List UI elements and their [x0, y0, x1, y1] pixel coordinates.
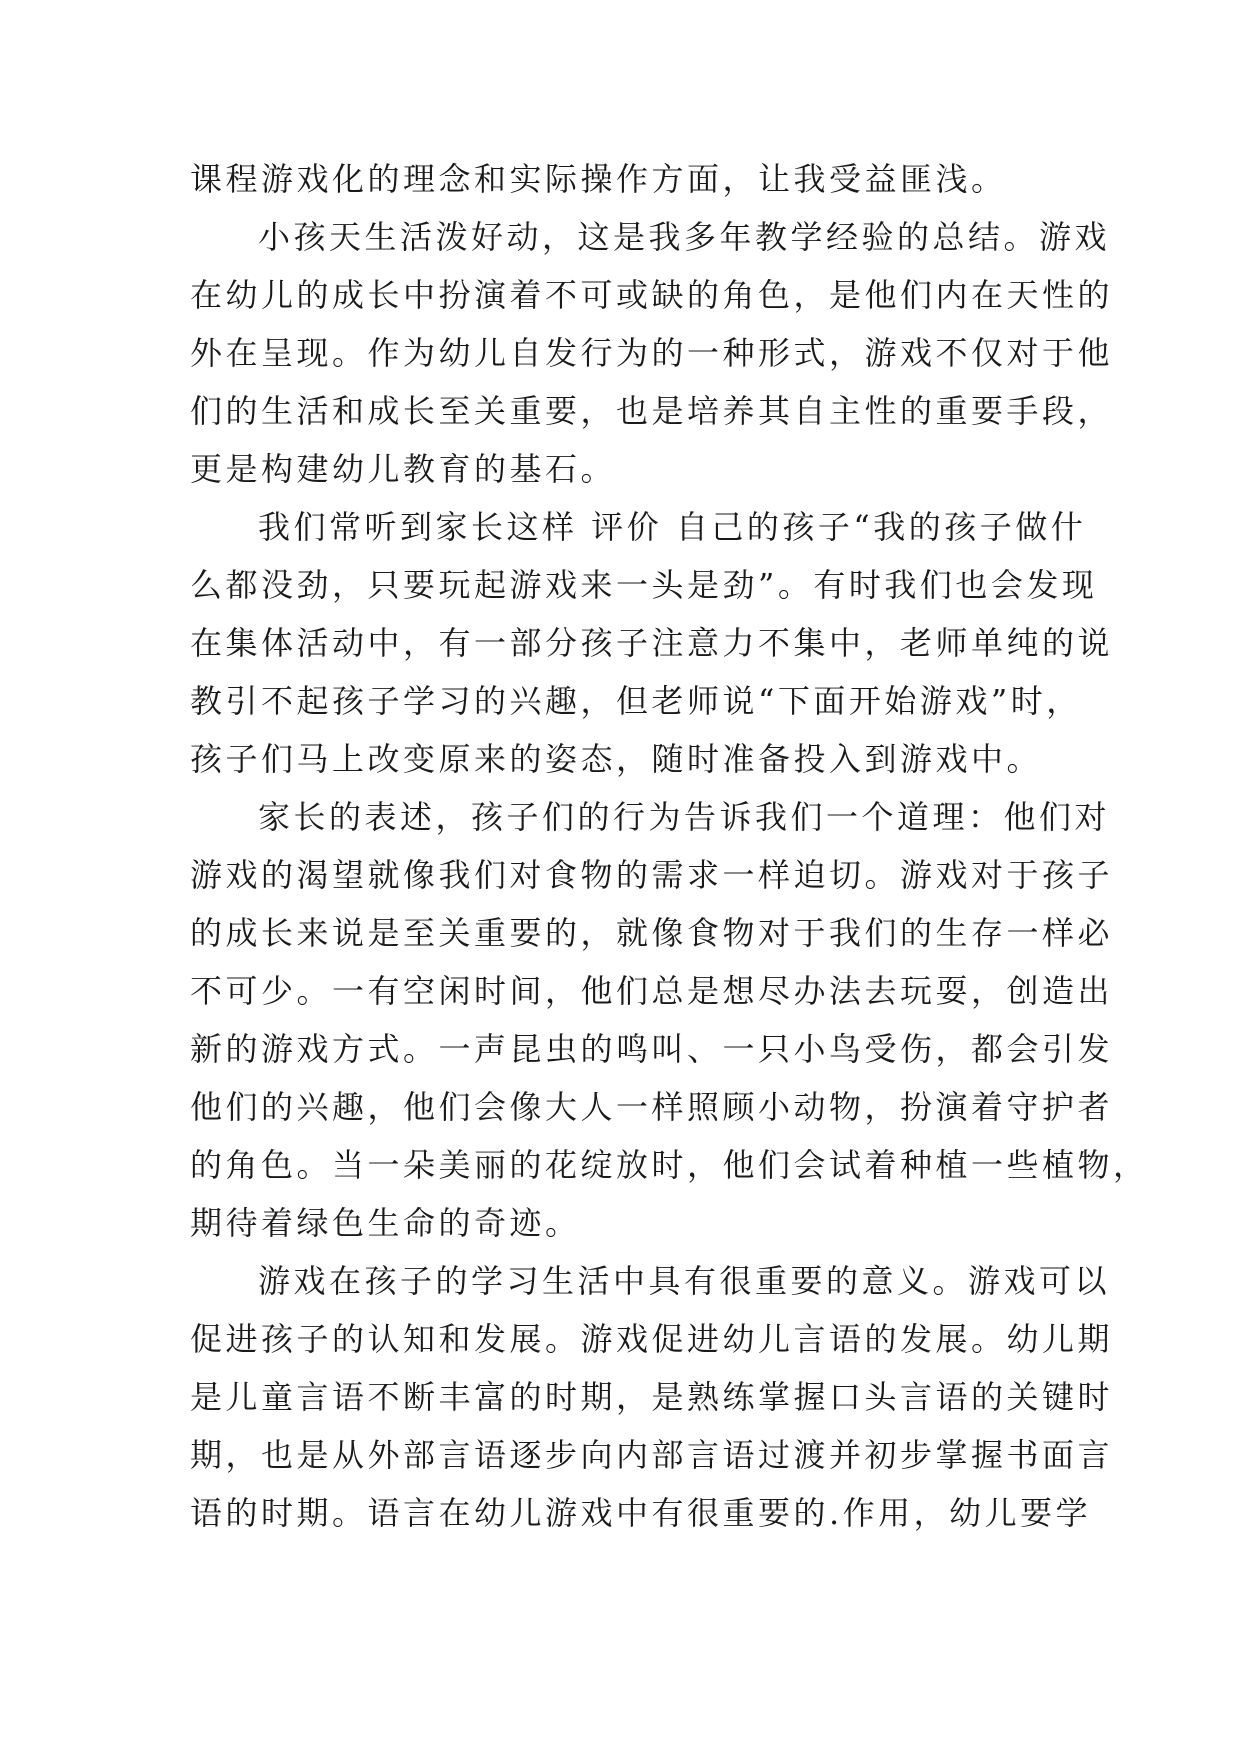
text-line: 孩子们马上改变原来的姿态，随时准备投入到游戏中。 [190, 740, 1043, 778]
text-line: 的成长来说是至关重要的，就像食物对于我们的生存一样必 [190, 914, 1114, 952]
text-line: 么都没劲，只要玩起游戏来一头是劲”。有时我们也会发现 [190, 566, 1098, 604]
text-line: 促进孩子的认知和发展。游戏促进幼儿言语的发展。幼儿期 [190, 1320, 1114, 1358]
text-line: 游戏的渴望就像我们对食物的需求一样迫切。游戏对于孩子 [190, 856, 1114, 894]
text-line: 新的游戏方式。一声昆虫的鸣叫、一只小鸟受伤，都会引发 [190, 1030, 1114, 1068]
text-line: 他们的兴趣，他们会像大人一样照顾小动物，扮演着守护者 [190, 1088, 1114, 1126]
text-line: 不可少。一有空闲时间，他们总是想尽办法去玩耍，创造出 [190, 972, 1114, 1010]
text-line: 在幼儿的成长中扮演着不可或缺的角色，是他们内在天性的 [190, 276, 1114, 314]
text-line: 期，也是从外部言语逐步向内部言语过渡并初步掌握书面言 [190, 1436, 1114, 1474]
text-line: 在集体活动中，有一部分孩子注意力不集中，老师单纯的说 [190, 624, 1114, 662]
text-line: 外在呈现。作为幼儿自发行为的一种形式，游戏不仅对于他 [190, 334, 1114, 372]
text-line: 教引不起孩子学习的兴趣，但老师说“下面开始游戏”时， [190, 682, 1082, 720]
text-line: 的角色。当一朵美丽的花绽放时，他们会试着种植一些植物， [190, 1146, 1149, 1184]
text-line: 语的时期。语言在幼儿游戏中有很重要的.作用，幼儿要学 [190, 1494, 1092, 1532]
text-line: 课程游戏化的理念和实际操作方面，让我受益匪浅。 [190, 160, 1007, 198]
body-text [190, 150, 1149, 1542]
text-line: 小孩天生活泼好动，这是我多年教学经验的总结。游戏 [258, 218, 1111, 256]
text-line: 们的生活和成长至关重要，也是培养其自主性的重要手段， [190, 392, 1114, 430]
text-line: 期待着绿色生命的奇迹。 [190, 1204, 581, 1242]
text-line: 我们常听到家长这样 评价 自己的孩子“我的孩子做什 [258, 508, 1087, 546]
text-line: 家长的表述，孩子们的行为告诉我们一个道理：他们对 [258, 798, 1111, 836]
text-line: 游戏在孩子的学习生活中具有很重要的意义。游戏可以 [258, 1262, 1111, 1300]
text-line: 更是构建幼儿教育的基石。 [190, 450, 617, 488]
text-line: 是儿童言语不断丰富的时期，是熟练掌握口头言语的关键时 [190, 1378, 1114, 1416]
